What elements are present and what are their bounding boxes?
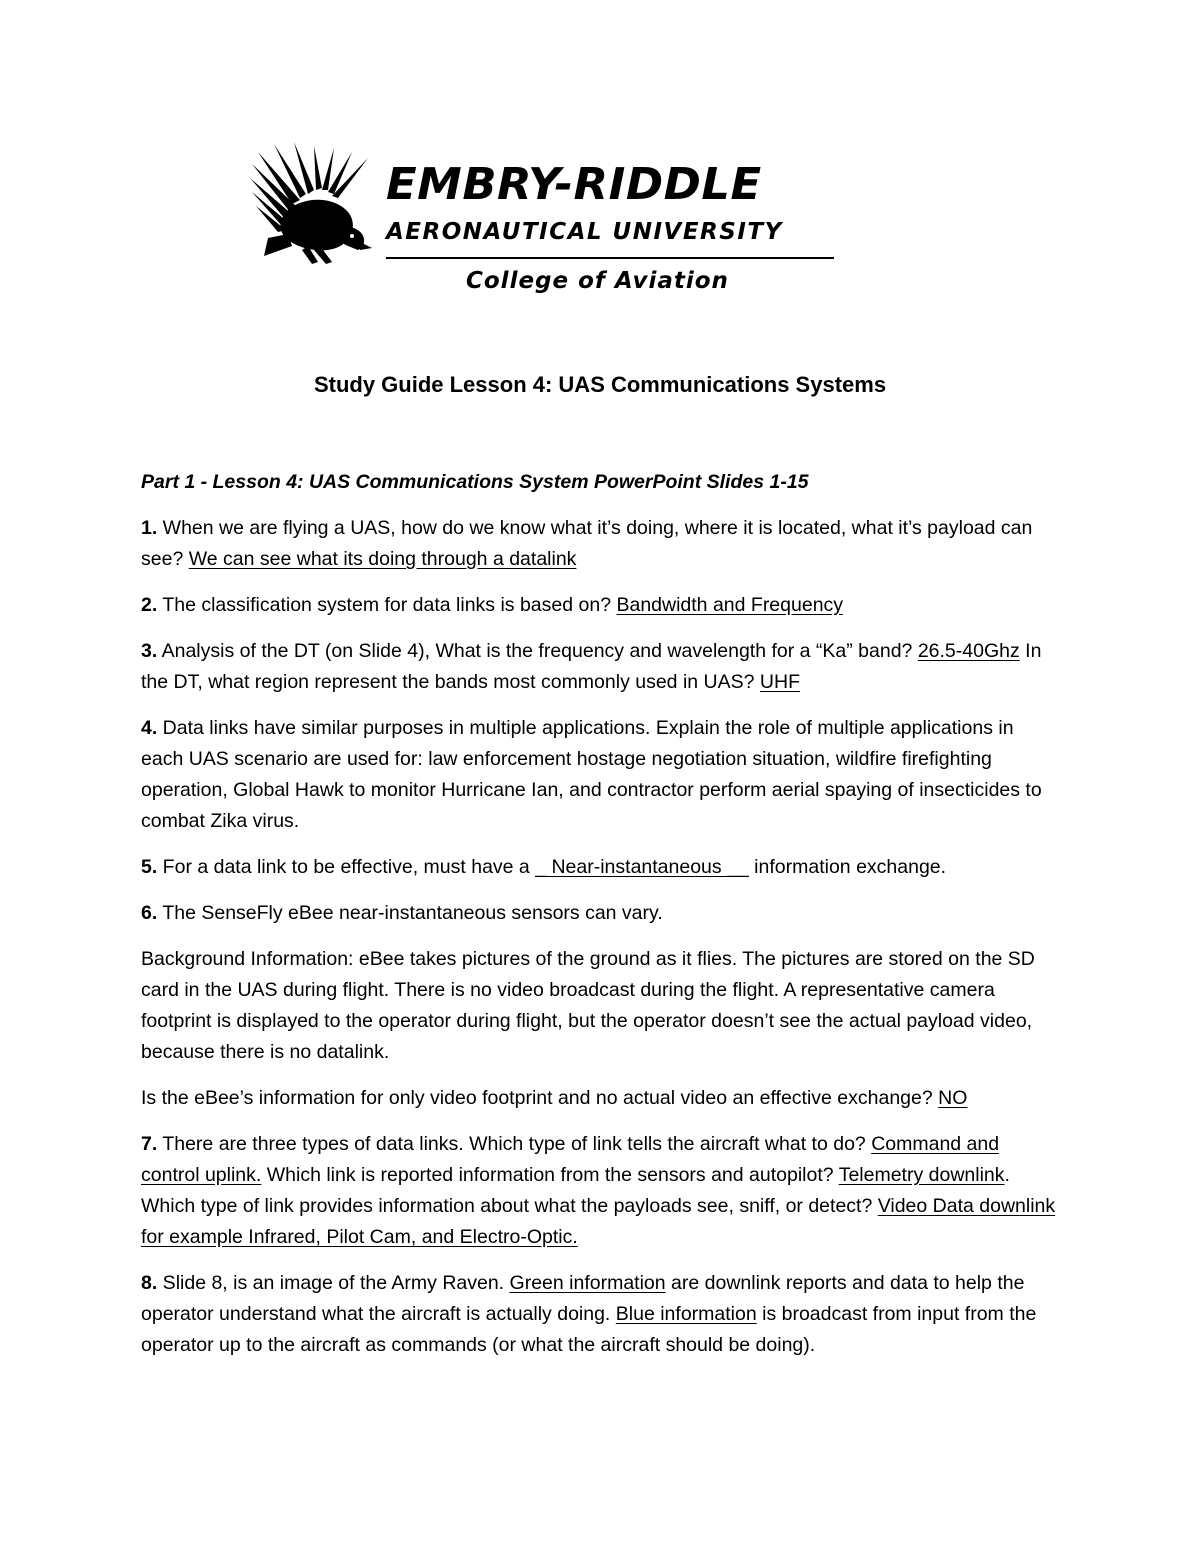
question-number: 5. [141,856,158,878]
answer: Blue information [615,1303,757,1325]
question-text: Analysis of the DT (on Slide 4), What is the frequency and wavelength for a “Ka” band? [157,640,918,662]
ebee-question [141,1083,1061,1114]
answer: Telemetry downlink [838,1164,1005,1186]
answer: 26.5-40Ghz [917,640,1020,662]
university-name: EMBRY-RIDDLE [386,159,762,210]
page-title: Study Guide Lesson 4: UAS Communications Systems [313,372,887,397]
logo-divider [386,257,834,259]
question-text: The SenseFly eBee near-instantaneous sensors can vary. [157,902,663,924]
question-text: Is the eBee’s information for only video footprint and no actual video an effective exchange? [141,1087,939,1109]
answer: Video Data downlink for example Infrared, Pilot Cam, and Electro-Optic. [141,1195,1056,1248]
question-number: 1. [141,517,158,539]
question-5 [141,852,1061,883]
university-logo [248,138,848,298]
answer: Command and control uplink. [141,1133,1000,1186]
question-text: Which link is reported information from the sensors and autopilot? [261,1164,839,1186]
question-number: 2. [141,594,158,616]
answer: _ Near-instantaneous __ [535,856,749,878]
answer: Green information [509,1272,666,1294]
question-text: Slide 8, is an image of the Army Raven. [157,1272,510,1294]
question-8 [141,1268,1061,1361]
question-3 [141,636,1061,698]
question-number: 3. [141,640,158,662]
question-4 [141,713,1061,837]
question-text: There are three types of data links. Which type of link tells the aircraft what to do? [157,1133,872,1155]
answer: NO [938,1087,968,1109]
answer: UHF [759,671,800,693]
document-body [141,467,1061,1376]
question-1 [141,513,1061,575]
question-text: In the DT, what region represent the bands most commonly used in UAS? [141,640,1042,693]
question-text: are downlink reports and data to help the operator understand what the aircraft is actually doing. [141,1272,1025,1325]
eagle-icon [248,138,376,266]
question-text: is broadcast from input from the operator up to the aircraft as commands (or what the aircraft should be doing). [141,1303,1037,1356]
background-info: Background Information: eBee takes pictures of the ground as it flies. The pictures are stored on the SD card in the UAS during flight. There is no video broadcast during the flight. A representative camera footprint is displayed to the operator during flight, but the operator doesn’t see the actual payload video, because there is no datalink. [141,948,1035,1063]
question-2 [141,590,1061,621]
question-7 [141,1129,1061,1253]
answer: Bandwidth and Frequency [616,594,844,616]
question-text: . Which type of link provides information about what the payloads see, sniff, or detect? [141,1164,1010,1217]
question-text: information exchange. [748,856,947,878]
question-text: The classification system for data links is based on? [157,594,617,616]
question-text: For a data link to be effective, must have a [157,856,536,878]
answer: We can see what its doing through a datalink [188,548,577,570]
question-text: When we are flying a UAS, how do we know what it’s doing, where it is located, what it’s payload can see? [141,517,1033,570]
part-heading: Part 1 - Lesson 4: UAS Communications System PowerPoint Slides 1-15 [141,471,809,493]
question-number: 7. [141,1133,158,1155]
question-text: Data links have similar purposes in multiple applications. Explain the role of multiple applications in each UAS scenario are used for: law enforcement hostage negotiation situation, wildfire firefighting operation, Global Hawk to monitor Hurricane Ian, and contractor perform aerial spaying of insecticides to combat Zika virus. [141,717,1042,832]
question-6 [141,898,1061,929]
college-name: College of Aviation [466,268,729,294]
question-number: 6. [141,902,158,924]
question-number: 4. [141,717,158,739]
wordmark [386,158,836,294]
question-number: 8. [141,1272,158,1294]
university-subtitle: AERONAUTICAL UNIVERSITY [386,219,783,245]
